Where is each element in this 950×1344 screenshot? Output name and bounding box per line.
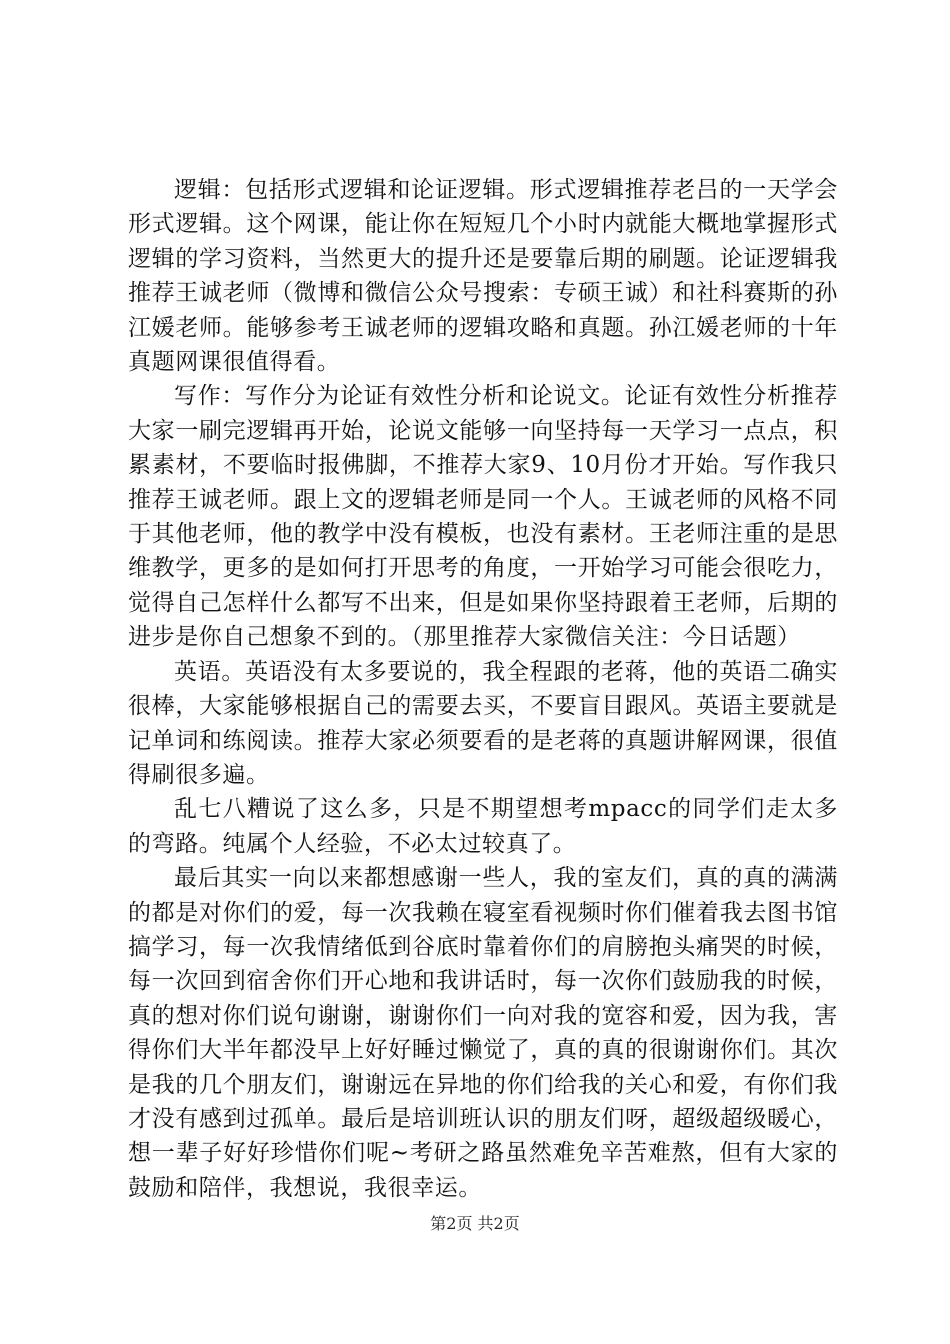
- paragraph-english: 英语。英语没有太多要说的，我全程跟的老蒋，他的英语二确实很棒，大家能够根据自己的需要去买，不要盲目跟风。英语主要就是记单词和练阅读。推荐大家必须要看的是老蒋的真题讲解网课，很值得刷很多遍。: [128, 658, 838, 788]
- paragraph-thanks: 最后其实一向以来都想感谢一些人，我的室友们，真的真的满满的都是对你们的爱，每一次我赖在寝室看视频时你们催着我去图书馆搞学习，每一次我情绪低到谷底时靠着你们的肩膀抱头痛哭的时候，每一次回到宿舍你们开心地和我讲话时，每一次你们鼓励我的时候，真的想对你们说句谢谢，谢谢你们一向对我的宽容和爱，因为我，害得你们大半年都没早上好好睡过懒觉了，真的真的很谢谢你们。其次是我的几个朋友们，谢谢远在异地的你们给我的关心和爱，有你们我才没有感到过孤单。最后是培训班认识的朋友们呀，超级超级暖心，想一辈子好好珍惜你们呢~考研之路虽然难免辛苦难熬，但有大家的鼓励和陪伴，我想说，我很幸运。: [128, 865, 838, 1201]
- document-body: [128, 173, 838, 1205]
- paragraph-writing: 写作：写作分为论证有效性分析和论说文。论证有效性分析推荐大家一刷完逻辑再开始，论说文能够一向坚持每一天学习一点点，积累素材，不要临时报佛脚，不推荐大家9、10月份才开始。写作我只推荐王诚老师。跟上文的逻辑老师是同一个人。王诚老师的风格不同于其他老师，他的教学中没有模板，也没有素材。王老师注重的是思维教学，更多的是如何打开思考的角度，一开始学习可能会很吃力，觉得自己怎样什么都写不出来，但是如果你坚持跟着王老师，后期的进步是你自己想象不到的。（那里推荐大家微信关注：今日话题）: [128, 383, 838, 651]
- page-number-footer: 第2页 共2页: [430, 1214, 520, 1233]
- paragraph-summary: 乱七八糟说了这么多，只是不期望想考mpacc的同学们走太多的弯路。纯属个人经验，不必太过较真了。: [128, 796, 838, 857]
- paragraph-logic: 逻辑：包括形式逻辑和论证逻辑。形式逻辑推荐老吕的一天学会形式逻辑。这个网课，能让你在短短几个小时内就能大概地掌握形式逻辑的学习资料，当然更大的提升还是要靠后期的刷题。论证逻辑我推荐王诚老师（微博和微信公众号搜索：专硕王诚）和社科赛斯的孙江媛老师。能够参考王诚老师的逻辑攻略和真题。孙江媛老师的十年真题网课很值得看。: [128, 177, 838, 376]
